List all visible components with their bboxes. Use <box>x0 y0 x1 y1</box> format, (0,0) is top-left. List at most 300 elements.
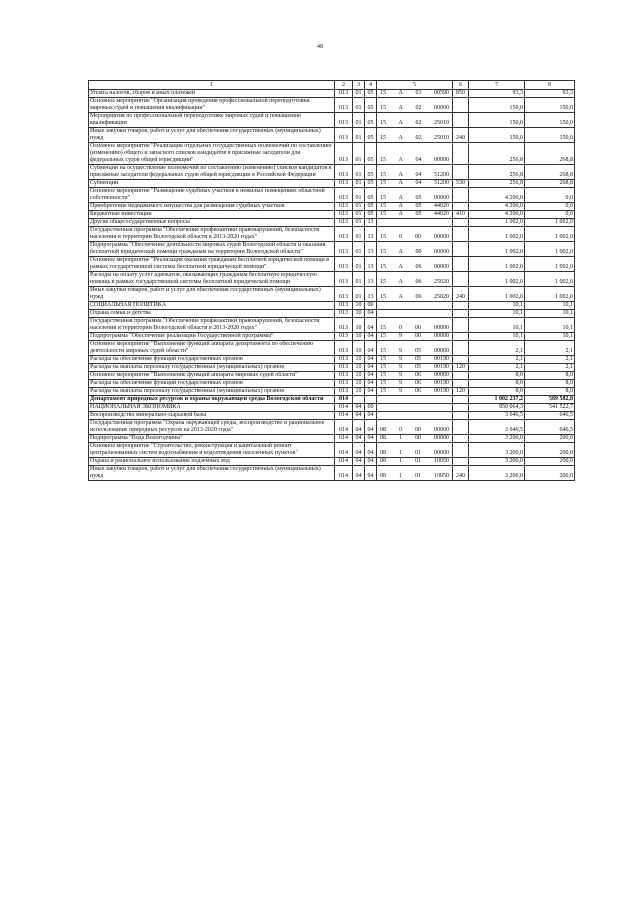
row-expense-type: 410 <box>453 211 469 219</box>
target-article-part: 15 <box>380 180 386 186</box>
row-section-code: 10 <box>353 302 365 310</box>
row-target-article <box>377 188 453 203</box>
row-target-article <box>377 211 453 219</box>
target-article-part: 04 <box>415 180 422 186</box>
row-ministry-code: 013 <box>335 113 353 128</box>
target-article-part: 1 <box>399 435 402 441</box>
row-target-article <box>377 333 453 341</box>
row-subsection-code: 05 <box>365 203 377 211</box>
target-article-part: 15 <box>380 249 386 255</box>
row-amount-year1: 1 002,0 <box>469 272 525 287</box>
target-article-part: 01 <box>415 458 421 464</box>
row-amount-year2: 8,0 <box>525 372 575 380</box>
table-row <box>89 333 575 341</box>
row-expense-type <box>453 435 469 443</box>
row-amount-year1: 3 200,0 <box>469 443 525 458</box>
target-article-part: 15 <box>380 105 386 111</box>
table-row <box>89 165 575 180</box>
row-amount-year2: 268,8 <box>525 165 575 180</box>
row-name: Основное мероприятие "Реализация оказания гражданам бесплатной юридической помощи в рамках государственной системы бесплатной юридической помощи" <box>89 257 335 272</box>
target-article-part: 05 <box>415 195 422 201</box>
row-amount-year2: 10,1 <box>525 302 575 310</box>
table-row <box>89 396 575 404</box>
row-ministry-code: 014 <box>335 466 353 481</box>
target-article-part: 44020 <box>433 211 449 217</box>
target-article-part: 25010 <box>433 135 449 141</box>
row-amount-year1: 150,0 <box>469 128 525 143</box>
target-article-part: А <box>398 180 403 186</box>
target-article-part: 00000 <box>434 372 449 378</box>
target-article-part: 0 <box>399 325 402 331</box>
target-article-part: 0 <box>399 427 402 433</box>
target-article-part: 0 <box>399 234 402 240</box>
table-header-row <box>89 81 575 90</box>
row-subsection-code: 05 <box>365 165 377 180</box>
target-article-part: 9 <box>399 388 402 394</box>
row-ministry-code: 014 <box>335 404 353 412</box>
row-section-code: 01 <box>353 242 365 257</box>
table-row <box>89 341 575 356</box>
row-ministry-code: 013 <box>335 272 353 287</box>
row-section-code: 01 <box>353 272 365 287</box>
row-amount-year2: 93,3 <box>525 90 575 98</box>
row-amount-year2: 1 002,0 <box>525 287 575 302</box>
row-expense-type <box>453 380 469 388</box>
target-article-part: А <box>398 172 403 178</box>
row-section-code: 04 <box>353 458 365 466</box>
table-row <box>89 188 575 203</box>
target-article-part: А <box>398 157 403 163</box>
row-amount-year2: 8,0 <box>525 380 575 388</box>
row-amount-year1: 10,1 <box>469 310 525 318</box>
row-subsection-code: 04 <box>365 318 377 333</box>
row-amount-year1: 256,8 <box>469 165 525 180</box>
row-ministry-code: 013 <box>335 302 353 310</box>
row-section-code: 01 <box>353 203 365 211</box>
target-article-part: 06 <box>415 380 421 386</box>
row-amount-year2: 0,0 <box>525 188 575 203</box>
row-subsection-code: 05 <box>365 143 377 165</box>
row-amount-year1: 4 200,0 <box>469 188 525 203</box>
target-article-part: 05 <box>415 364 421 370</box>
row-expense-type: 240 <box>453 287 469 302</box>
row-amount-year1: 93,3 <box>469 90 525 98</box>
row-target-article <box>377 180 453 188</box>
target-article-part: 00000 <box>434 450 449 456</box>
row-section-code: 01 <box>353 188 365 203</box>
row-amount-year1: 2,1 <box>469 364 525 372</box>
row-target-article <box>377 356 453 364</box>
row-amount-year2: 646,5 <box>525 412 575 420</box>
header-cell: 4 <box>365 81 377 90</box>
table-row <box>89 458 575 466</box>
row-amount-year2: 10,1 <box>525 333 575 341</box>
table-row <box>89 356 575 364</box>
row-section-code: 10 <box>353 318 365 333</box>
row-ministry-code: 014 <box>335 435 353 443</box>
target-article-part: 00000 <box>433 249 449 255</box>
row-target-article <box>377 257 453 272</box>
row-name: Основное мероприятие "Выполнение функций аппарата департамента по обеспечению деятельности мировых судей области" <box>89 341 335 356</box>
row-amount-year2: 1 002,0 <box>525 272 575 287</box>
row-subsection-code: 04 <box>365 412 377 420</box>
row-ministry-code: 013 <box>335 227 353 242</box>
row-amount-year1: 8,0 <box>469 388 525 396</box>
row-subsection-code: 04 <box>365 310 377 318</box>
row-amount-year2: 200,0 <box>525 466 575 481</box>
row-target-article <box>377 388 453 396</box>
row-section-code: 04 <box>353 404 365 412</box>
row-section-code: 04 <box>353 420 365 435</box>
target-article-part: 15 <box>380 356 386 362</box>
row-name: Субвенции <box>89 180 335 188</box>
row-amount-year1: 1 002,0 <box>469 242 525 257</box>
target-article-part: 00000 <box>434 348 449 354</box>
row-subsection-code: 00 <box>365 404 377 412</box>
table-row <box>89 310 575 318</box>
target-article-part: 9 <box>399 372 402 378</box>
row-expense-type <box>453 310 469 318</box>
row-amount-year1: 1 002,0 <box>469 287 525 302</box>
target-article-part: 15 <box>380 380 386 386</box>
row-amount-year2: 10,1 <box>525 310 575 318</box>
row-subsection-code: 13 <box>365 227 377 242</box>
target-article-part: 00 <box>415 325 421 331</box>
header-cell: 6 <box>453 81 469 90</box>
row-ministry-code: 013 <box>335 310 353 318</box>
target-article-part: 00000 <box>434 427 449 433</box>
row-target-article <box>377 227 453 242</box>
target-article-part: 02 <box>415 135 422 141</box>
target-article-part: 15 <box>380 172 386 178</box>
row-section-code: 10 <box>353 388 365 396</box>
table-row <box>89 318 575 333</box>
row-ministry-code: 013 <box>335 341 353 356</box>
row-name: Иные закупки товаров, работ и услуг для обеспечения государственных (муниципальных) нужд <box>89 128 335 143</box>
target-article-part: 01 <box>415 90 422 96</box>
row-ministry-code: 013 <box>335 203 353 211</box>
target-article-part: 25010 <box>433 120 449 126</box>
row-name: Воспроизводство минерально-сырьевой базы <box>89 412 335 420</box>
row-name: Расходы на выплаты персоналу государственных (муниципальных) органов <box>89 388 335 396</box>
row-section-code: 10 <box>353 333 365 341</box>
row-section-code: 04 <box>353 435 365 443</box>
target-article-part: 1 <box>399 473 402 479</box>
target-article-part: 00000 <box>434 234 449 240</box>
row-ministry-code: 013 <box>335 143 353 165</box>
row-subsection-code <box>365 396 377 404</box>
row-expense-type: 240 <box>453 128 469 143</box>
row-target-article <box>377 203 453 211</box>
row-ministry-code: 013 <box>335 257 353 272</box>
row-expense-type <box>453 404 469 412</box>
row-expense-type <box>453 203 469 211</box>
target-article-part: 9 <box>399 333 402 339</box>
target-article-part: 08 <box>380 427 386 433</box>
row-name: СОЦИАЛЬНАЯ ПОЛИТИКА <box>89 302 335 310</box>
table-row <box>89 227 575 242</box>
row-subsection-code: 04 <box>365 341 377 356</box>
row-expense-type <box>453 188 469 203</box>
target-article-part: А <box>398 135 403 141</box>
row-subsection-code: 05 <box>365 90 377 98</box>
row-subsection-code: 04 <box>365 388 377 396</box>
table-row <box>89 302 575 310</box>
target-article-part: А <box>398 105 403 111</box>
target-article-part: 00000 <box>433 264 449 270</box>
row-amount-year2: 10,1 <box>525 318 575 333</box>
row-amount-year2: 200,0 <box>525 435 575 443</box>
row-section-code <box>353 396 365 404</box>
target-article-part: 15 <box>380 264 386 270</box>
row-subsection-code: 04 <box>365 364 377 372</box>
table-row <box>89 128 575 143</box>
target-article-part: А <box>398 264 403 270</box>
header-cell: 3 <box>353 81 365 90</box>
row-target-article <box>377 318 453 333</box>
row-name: Государственная программа "Обеспечение профилактики правонарушений, безопасности населения и территории Вологодской области в 2013-2020 годах" <box>89 318 335 333</box>
row-name: Расходы на выплаты персоналу государственных (муниципальных) органов <box>89 364 335 372</box>
row-section-code: 01 <box>353 180 365 188</box>
row-target-article <box>377 143 453 165</box>
row-amount-year2: 1 002,0 <box>525 257 575 272</box>
row-expense-type <box>453 318 469 333</box>
row-amount-year2: 1 002,0 <box>525 242 575 257</box>
target-article-part: 00000 <box>433 105 449 111</box>
row-subsection-code: 04 <box>365 458 377 466</box>
row-name: Основное мероприятие "Строительство, реконструкция и капитальный ремонт централизованных систем водоснабжения и водоотведения населенных пунктов" <box>89 443 335 458</box>
target-article-part: 01 <box>415 450 421 456</box>
row-ministry-code: 013 <box>335 364 353 372</box>
row-amount-year1: 4 200,0 <box>469 203 525 211</box>
row-expense-type: 120 <box>453 364 469 372</box>
row-amount-year1: 10,1 <box>469 333 525 341</box>
row-name: Подпрограмма "Обеспечение деятельности мировых судей Вологодской области и оказания бесплатной юридической помощи гражданам на территории Вологодской области" <box>89 242 335 257</box>
row-name: Другие общегосударственные вопросы <box>89 219 335 227</box>
row-section-code: 01 <box>353 211 365 219</box>
table-row <box>89 380 575 388</box>
target-article-part: А <box>398 279 403 285</box>
row-expense-type <box>453 372 469 380</box>
target-article-part: 9 <box>399 380 402 386</box>
row-amount-year2: 150,0 <box>525 98 575 113</box>
row-target-article <box>377 458 453 466</box>
target-article-part: 05 <box>415 203 422 209</box>
target-article-part: 00000 <box>433 157 449 163</box>
target-article-part: 00000 <box>433 195 449 201</box>
target-article-part: 05 <box>415 211 422 217</box>
target-article-part: 08 <box>380 473 386 479</box>
row-name: Основное мероприятие "Выполнение функций аппарата мировых судей области" <box>89 372 335 380</box>
target-article-part: 1 <box>399 458 402 464</box>
row-expense-type <box>453 412 469 420</box>
row-subsection-code: 04 <box>365 356 377 364</box>
target-article-part: А <box>398 294 403 300</box>
target-article-part: 05 <box>415 348 421 354</box>
target-article-part: А <box>398 195 403 201</box>
row-target-article <box>377 242 453 257</box>
row-subsection-code: 04 <box>365 380 377 388</box>
row-amount-year1: 10,1 <box>469 318 525 333</box>
row-amount-year1: 3 200,0 <box>469 435 525 443</box>
row-expense-type <box>453 227 469 242</box>
target-article-part: 15 <box>380 203 386 209</box>
row-ministry-code: 013 <box>335 128 353 143</box>
target-article-part: 15 <box>380 157 386 163</box>
row-section-code: 10 <box>353 341 365 356</box>
row-amount-year1: 2,1 <box>469 356 525 364</box>
row-name: Подпрограмма "Обеспечение реализации Государственной программы" <box>89 333 335 341</box>
row-expense-type <box>453 341 469 356</box>
row-ministry-code: 013 <box>335 188 353 203</box>
row-section-code: 01 <box>353 165 365 180</box>
target-article-part: 01 <box>415 473 421 479</box>
row-expense-type <box>453 458 469 466</box>
row-name: Департамент природных ресурсов и охраны окружающей среды Вологодской области <box>89 396 335 404</box>
row-subsection-code: 05 <box>365 98 377 113</box>
target-article-part: 00190 <box>434 364 449 370</box>
row-amount-year1: 2,1 <box>469 341 525 356</box>
table-row <box>89 211 575 219</box>
row-target-article <box>377 372 453 380</box>
table-row <box>89 466 575 481</box>
target-article-part: 10050 <box>434 473 449 479</box>
row-amount-year1: 3 200,0 <box>469 458 525 466</box>
row-name: Расходы на обеспечение функций государственных органов <box>89 356 335 364</box>
row-amount-year2: 541 522,7 <box>525 404 575 412</box>
row-expense-type <box>453 165 469 180</box>
row-amount-year1: 3 646,5 <box>469 420 525 435</box>
target-article-part: 51200 <box>433 180 449 186</box>
table-row <box>89 272 575 287</box>
row-ministry-code: 013 <box>335 211 353 219</box>
row-target-article <box>377 396 453 404</box>
row-section-code: 01 <box>353 128 365 143</box>
row-name: Расходы на оплату услуг адвокатов, оказывающих гражданам бесплатную юридическую помощь в рамках государственной системы бесплатной юридической помощи <box>89 272 335 287</box>
table-row <box>89 443 575 458</box>
row-amount-year2: 589 582,8 <box>525 396 575 404</box>
target-article-part: 15 <box>380 364 386 370</box>
table-row <box>89 143 575 165</box>
row-section-code: 10 <box>353 310 365 318</box>
row-target-article <box>377 466 453 481</box>
target-article-part: 9 <box>399 348 402 354</box>
target-article-part: А <box>398 120 403 126</box>
target-article-part: 15 <box>380 195 386 201</box>
table-row <box>89 372 575 380</box>
row-subsection-code: 13 <box>365 287 377 302</box>
row-name: Подпрограмма "Вода Вологодчины" <box>89 435 335 443</box>
row-subsection-code: 05 <box>365 113 377 128</box>
target-article-part: 00000 <box>434 325 449 331</box>
header-cell: 2 <box>335 81 353 90</box>
row-ministry-code: 014 <box>335 396 353 404</box>
row-name: Основное мероприятие "Организация проведения профессиональной переподготовки мировых судей и повышения квалификации" <box>89 98 335 113</box>
target-article-part: 00590 <box>433 90 449 96</box>
target-article-part: 1 <box>399 450 402 456</box>
row-amount-year1: 8,0 <box>469 372 525 380</box>
row-ministry-code: 014 <box>335 420 353 435</box>
row-ministry-code: 013 <box>335 287 353 302</box>
row-amount-year1: 3 646,5 <box>469 412 525 420</box>
target-article-part: 25020 <box>433 279 449 285</box>
table-row <box>89 412 575 420</box>
header-cell: 1 <box>89 81 335 90</box>
row-target-article <box>377 98 453 113</box>
row-name: Иные закупки товаров, работ и услуг для обеспечения государственных (муниципальных) нужд <box>89 287 335 302</box>
row-section-code: 01 <box>353 287 365 302</box>
target-article-part: 00190 <box>434 356 449 362</box>
row-expense-type <box>453 257 469 272</box>
target-article-part: 00190 <box>434 388 449 394</box>
row-name: Охрана семьи и детства <box>89 310 335 318</box>
row-name: Расходы на обеспечение функций государственных органов <box>89 380 335 388</box>
table-row <box>89 420 575 435</box>
row-target-article <box>377 420 453 435</box>
target-article-part: 15 <box>380 333 386 339</box>
row-section-code: 10 <box>353 364 365 372</box>
row-expense-type <box>453 272 469 287</box>
table-row <box>89 219 575 227</box>
target-article-part: 04 <box>415 172 422 178</box>
row-subsection-code: 04 <box>365 333 377 341</box>
row-amount-year1: 150,0 <box>469 98 525 113</box>
row-target-article <box>377 404 453 412</box>
row-expense-type <box>453 98 469 113</box>
row-amount-year1: 1 002,0 <box>469 227 525 242</box>
row-amount-year2: 2,1 <box>525 341 575 356</box>
row-expense-type <box>453 302 469 310</box>
target-article-part: 10050 <box>434 458 449 464</box>
budget-table <box>88 80 575 481</box>
table-row <box>89 113 575 128</box>
row-section-code: 10 <box>353 356 365 364</box>
row-expense-type: 240 <box>453 466 469 481</box>
row-expense-type <box>453 219 469 227</box>
row-ministry-code: 013 <box>335 180 353 188</box>
row-subsection-code: 04 <box>365 466 377 481</box>
row-target-article <box>377 165 453 180</box>
row-expense-type: 850 <box>453 90 469 98</box>
row-subsection-code: 13 <box>365 257 377 272</box>
row-ministry-code: 013 <box>335 372 353 380</box>
row-target-article <box>377 310 453 318</box>
row-ministry-code: 014 <box>335 443 353 458</box>
row-amount-year1: 950 064,3 <box>469 404 525 412</box>
row-target-article <box>377 128 453 143</box>
target-article-part: 04 <box>415 157 422 163</box>
row-section-code: 01 <box>353 143 365 165</box>
target-article-part: 15 <box>380 211 386 217</box>
target-article-part: 15 <box>380 90 386 96</box>
row-amount-year1: 8,0 <box>469 380 525 388</box>
table-row <box>89 242 575 257</box>
target-article-part: 02 <box>415 120 422 126</box>
target-article-part: 15 <box>380 294 386 300</box>
row-target-article <box>377 272 453 287</box>
row-amount-year2: 646,5 <box>525 420 575 435</box>
row-ministry-code: 014 <box>335 412 353 420</box>
row-section-code: 01 <box>353 98 365 113</box>
row-name: НАЦИОНАЛЬНАЯ ЭКОНОМИКА <box>89 404 335 412</box>
row-target-article <box>377 412 453 420</box>
row-target-article <box>377 113 453 128</box>
target-article-part: 00 <box>415 435 421 441</box>
row-target-article <box>377 364 453 372</box>
row-target-article <box>377 219 453 227</box>
row-amount-year2: 1 002,0 <box>525 219 575 227</box>
row-subsection-code: 05 <box>365 188 377 203</box>
